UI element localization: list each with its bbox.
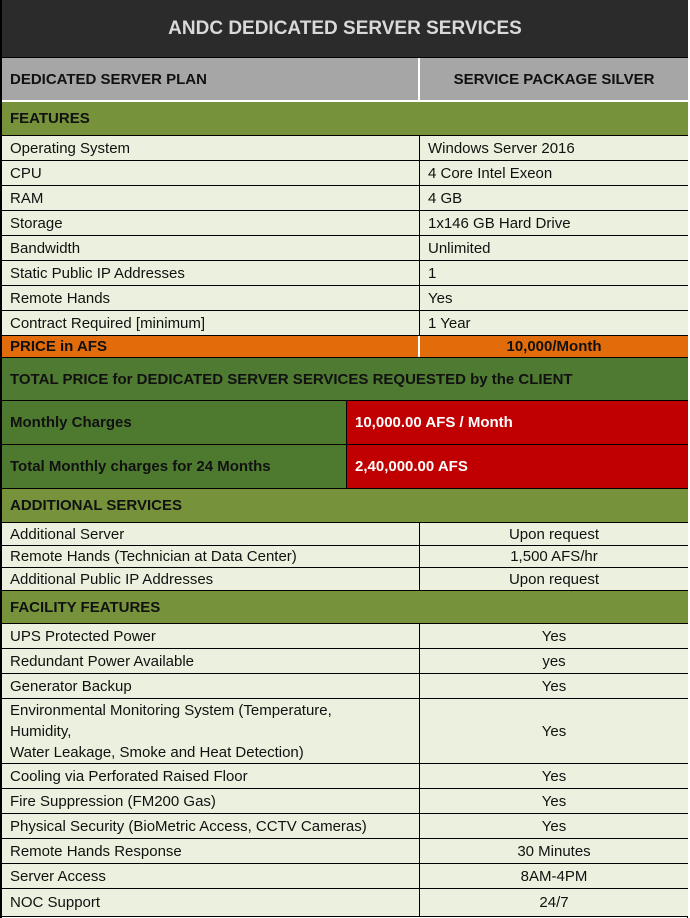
table-row xyxy=(2,523,688,546)
plan-header-row xyxy=(2,58,688,102)
total-heading: TOTAL PRICE for DEDICATED SERVER SERVICES REQUESTED by the CLIENT xyxy=(10,370,573,388)
additional-label: Additional Server xyxy=(2,523,420,545)
facility-label-line: Water Leakage, Smoke and Heat Detection) xyxy=(10,743,304,761)
facility-label: Server Access xyxy=(2,864,420,888)
table-row xyxy=(2,261,688,286)
table-row xyxy=(2,161,688,186)
plan-header-label: DEDICATED SERVER PLAN xyxy=(2,58,420,100)
feature-value: 4 Core Intel Exeon xyxy=(428,164,553,182)
feature-label: Operating System xyxy=(2,136,420,160)
table-row xyxy=(2,814,688,839)
feature-value: 1x146 GB Hard Drive xyxy=(428,214,571,232)
price-row xyxy=(2,336,688,358)
facility-label: Cooling via Perforated Raised Floor xyxy=(2,764,420,788)
feature-value: 1 xyxy=(428,264,437,282)
facility-label: NOC Support xyxy=(2,889,420,916)
total-heading-row xyxy=(2,358,688,401)
feature-label: Remote Hands xyxy=(2,286,420,310)
table-row xyxy=(2,789,688,814)
page-title: ANDC DEDICATED SERVER SERVICES xyxy=(2,0,688,57)
additional-value: 1,500 AFS/hr xyxy=(510,548,598,565)
facility-label: UPS Protected Power xyxy=(2,624,420,648)
facility-value: 30 Minutes xyxy=(517,842,591,860)
plan-header-value: SERVICE PACKAGE SILVER xyxy=(453,70,655,88)
additional-value: Upon request xyxy=(508,570,600,588)
feature-value: Windows Server 2016 xyxy=(428,139,575,157)
features-heading: FEATURES xyxy=(10,110,90,127)
feature-label: Static Public IP Addresses xyxy=(2,261,420,285)
facility-label: Redundant Power Available xyxy=(2,649,420,673)
facility-heading: FACILITY FEATURES xyxy=(10,598,161,616)
title-row xyxy=(2,0,688,58)
features-heading-row xyxy=(2,102,688,136)
price-label: PRICE in AFS xyxy=(2,336,420,357)
price-value: 10,000/Month xyxy=(506,338,602,355)
table-row xyxy=(2,864,688,889)
facility-value: yes xyxy=(542,652,566,670)
table-row xyxy=(2,311,688,336)
table-row xyxy=(2,764,688,789)
facility-value: Yes xyxy=(541,767,567,785)
facility-value: 8AM-4PM xyxy=(520,867,588,885)
facility-value: 24/7 xyxy=(539,894,569,911)
facility-value: Yes xyxy=(541,722,567,740)
facility-label: Fire Suppression (FM200 Gas) xyxy=(2,789,420,813)
facility-value: Yes xyxy=(541,792,567,810)
table-row xyxy=(2,136,688,161)
charges-label: Monthly Charges xyxy=(2,401,347,444)
feature-value: 1 Year xyxy=(428,314,471,332)
charges-value: 2,40,000.00 AFS xyxy=(347,445,688,488)
feature-label: RAM xyxy=(2,186,420,210)
table-row xyxy=(2,286,688,311)
feature-label: CPU xyxy=(2,161,420,185)
table-row xyxy=(2,624,688,649)
facility-label: Physical Security (BioMetric Access, CCTV Cameras) xyxy=(2,814,420,838)
table-row xyxy=(2,839,688,864)
additional-value: Upon request xyxy=(508,525,600,543)
facility-label-line: Humidity, xyxy=(10,722,72,740)
table-row xyxy=(2,674,688,699)
table-row xyxy=(2,699,688,764)
charges-label: Total Monthly charges for 24 Months xyxy=(2,445,347,488)
facility-label xyxy=(2,699,420,763)
feature-label: Storage xyxy=(2,211,420,235)
table-row xyxy=(2,568,688,591)
table-row xyxy=(2,186,688,211)
feature-value: 4 GB xyxy=(428,189,463,207)
facility-label: Generator Backup xyxy=(2,674,420,698)
facility-value: Yes xyxy=(541,677,567,695)
facility-value: Yes xyxy=(541,627,567,645)
charges-value: 10,000.00 AFS / Month xyxy=(347,401,688,444)
facility-label-line: Environmental Monitoring System (Temperature, xyxy=(10,701,332,719)
additional-label: Remote Hands (Technician at Data Center) xyxy=(2,546,420,567)
facility-heading-row xyxy=(2,591,688,624)
charges-row xyxy=(2,401,688,445)
additional-heading-row xyxy=(2,489,688,523)
table-row xyxy=(2,546,688,568)
facility-value: Yes xyxy=(541,817,567,835)
additional-label: Additional Public IP Addresses xyxy=(2,568,420,590)
feature-value: Yes xyxy=(428,289,453,307)
feature-label: Bandwidth xyxy=(2,236,420,260)
additional-heading: ADDITIONAL SERVICES xyxy=(10,497,182,514)
feature-label: Contract Required [minimum] xyxy=(2,311,420,335)
facility-label: Remote Hands Response xyxy=(2,839,420,863)
table-row xyxy=(2,649,688,674)
charges-row xyxy=(2,445,688,489)
table-row xyxy=(2,236,688,261)
table-row xyxy=(2,211,688,236)
feature-value: Unlimited xyxy=(428,239,491,257)
table-row xyxy=(2,889,688,917)
